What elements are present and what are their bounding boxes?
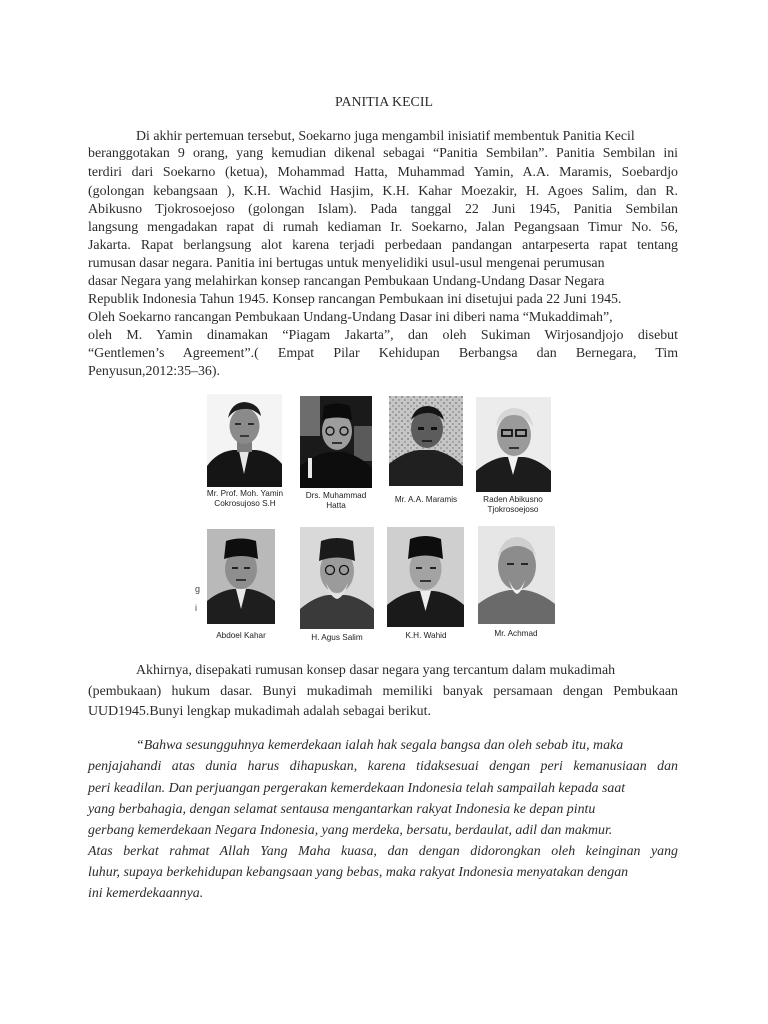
edge-mark: g [195, 584, 201, 594]
caption-yamin: Mr. Prof. Moh. Yamin Cokrosujoso S.H [206, 489, 284, 508]
paragraph-line: oleh M. Yamin dinamakan “Piagam Jakarta”, dan oleh Sukiman Wirjosandjojo disebut [88, 328, 678, 343]
portrait-abikusno [476, 397, 551, 492]
portrait-wahid [387, 527, 464, 627]
paragraph-line: Akhirnya, disepakati rumusan konsep dasar negara yang tercantum dalam mukadimah [136, 663, 616, 678]
paragraph-line: UUD1945.Bunyi lengkap mukadimah adalah sebagai berikut. [88, 704, 431, 719]
caption-achmad: Mr. Achmad [494, 629, 538, 638]
portrait-yamin [207, 394, 282, 487]
portrait-hatta [300, 396, 372, 488]
quote-line: Atas berkat rahmat Allah Yang Maha kuasa, dan dengan didorongkan oleh keinginan yang [88, 844, 678, 859]
paragraph-line: terdiri dari Soekarno (ketua), Mohammad Hatta, Muhammad Yamin, A.A. Maramis, Soebardjo [88, 165, 678, 180]
portrait-salim [300, 527, 374, 629]
caption-maramis: Mr. A.A. Maramis [394, 495, 458, 504]
caption-hatta: Drs. Muhammad Hatta [305, 491, 367, 510]
paragraph-line: “Gentlemen’s Agreement”.( Empat Pilar Kehidupan Berbangsa dan Bernegara, Tim [88, 346, 678, 361]
page-title: PANITIA KECIL [335, 95, 433, 110]
quote-line: “Bahwa sesungguhnya kemerdekaan ialah hak segala bangsa dan oleh sebab itu, maka [136, 738, 624, 753]
paragraph-line: (golongan kebangsaan ), K.H. Wachid Hasjim, K.H. Kahar Moezakir, H. Agoes Salim, dan R. [88, 184, 678, 199]
paragraph-line: beranggotakan 9 orang, yang kemudian dikenal sebagai “Panitia Sembilan”. Panitia Sembilan ini [88, 146, 678, 161]
paragraph-line: Abikusno Tjokrosoejoso (golongan Islam). Pada tanggal 22 Juni 1945, Panitia Sembilan [88, 202, 678, 217]
paragraph-line: langsung mengadakan rapat di rumah kediaman Ir. Soekarno, Jalan Pegangsaan Timur No. 56, [88, 220, 678, 235]
quote-line: ini kemerdekaannya. [88, 886, 204, 901]
paragraph-line: dasar Negara yang melahirkan konsep rancangan Pembukaan Undang-Undang Dasar Negara [88, 274, 605, 289]
caption-salim: H. Agus Salim [311, 633, 363, 642]
quote-line: luhur, supaya berkehidupan kebangsaan yang bebas, maka rakyat Indonesia menyatakan dengan [88, 865, 629, 880]
paragraph-line: Penyusun,2012:35–36). [88, 364, 220, 379]
paragraph-line: Oleh Soekarno rancangan Pembukaan Undang-Undang Dasar ini diberi nama “Mukaddimah”, [88, 310, 613, 325]
paragraph-line: rumusan dasar negara. Panitia ini bertugas untuk menyelidiki usul-usul mengenai perumusan [88, 256, 605, 271]
caption-kahar: Abdoel Kahar [216, 631, 266, 640]
portrait-kahar [207, 529, 275, 624]
quote-line: gerbang kemerdekaan Negara Indonesia, yang merdeka, bersatu, berdaulat, adil dan makmur. [88, 823, 613, 838]
paragraph-line: Di akhir pertemuan tersebut, Soekarno juga mengambil inisiatif membentuk Panitia Kecil [136, 129, 635, 144]
quote-line: yang berbahagia, dengan selamat sentausa mengantarkan rakyat Indonesia ke depan pintu [88, 802, 596, 817]
edge-mark: i [195, 603, 197, 613]
portrait-achmad [478, 526, 555, 624]
portrait-maramis [389, 396, 463, 486]
caption-wahid: K.H. Wahid [405, 631, 447, 640]
paragraph-line: Jakarta. Rapat berlangsung alot karena terjadi perbedaan pandangan antarpeserta rapat tentang [88, 238, 678, 253]
paragraph-line: Republik Indonesia Tahun 1945. Konsep rancangan Pembukaan ini disetujui pada 22 Juni 1945. [88, 292, 622, 307]
caption-abikusno: Raden Abikusno Tjokrosoejoso [483, 495, 543, 514]
paragraph-line: (pembukaan) hukum dasar. Bunyi mukadimah memiliki banyak persamaan dengan Pembukaan [88, 684, 678, 699]
quote-line: peri keadilan. Dan perjuangan pergerakan kemerdekaan Indonesia telah sampailah kepada saat [88, 781, 626, 796]
quote-line: penjajahandi atas dunia harus dihapuskan, karena tidaksesuai dengan peri kemanusiaan dan [88, 759, 678, 774]
